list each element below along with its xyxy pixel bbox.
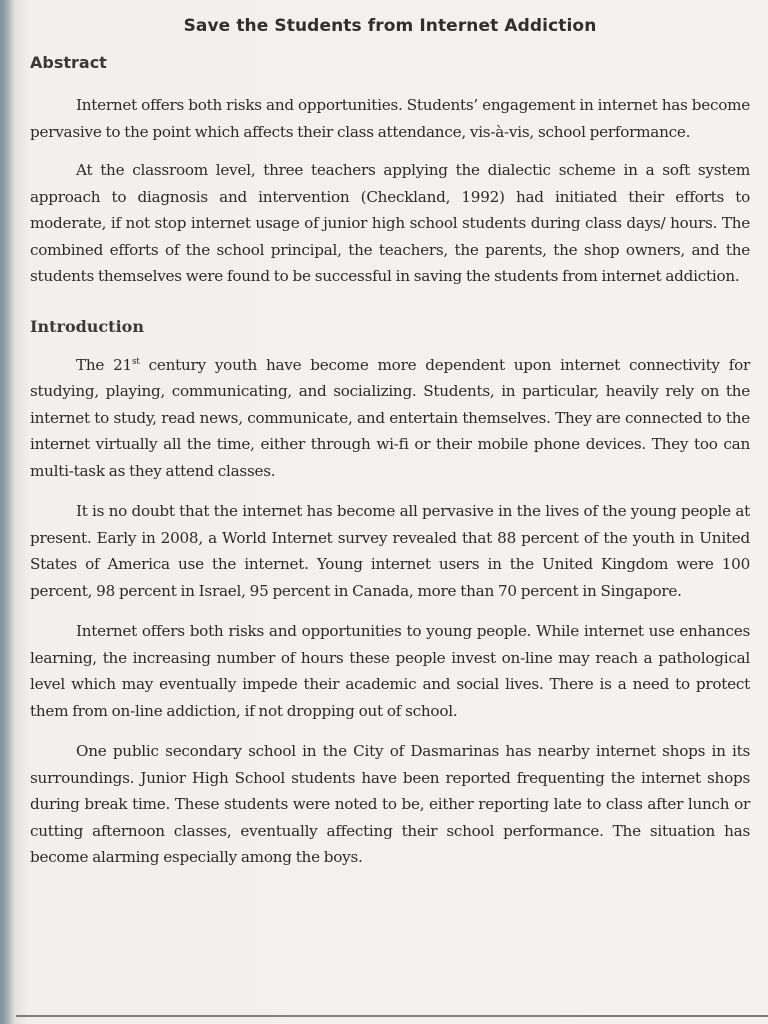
page-content — [30, 14, 750, 871]
intro-paragraph-1-start: The 21 — [76, 355, 132, 374]
abstract-heading: Abstract — [30, 53, 107, 72]
intro-paragraph-1-rest: century youth have become more dependent upon internet connectivity for studying, playing, communicating, and socializing. Students, in particular, heavily rely on the internet to study, read news, communicate, and entertain themselves. They are connected to the internet virtually all the time, either through wi-fi or their mobile phone devices. They too can multi-task as they attend classes. — [30, 355, 750, 480]
page-bottom-edge — [16, 1015, 768, 1017]
introduction-paragraph-3: Internet offers both risks and opportunities to young people. While internet use enhances learning, the increasing number of hours these people invest on-line may reach a pathological level which may eventually impede their academic and social lives. There is a need to protect them from on-line addiction, if not dropping out of school. — [30, 622, 750, 720]
introduction-heading: Introduction — [30, 316, 144, 336]
introduction-paragraph-2: It is no doubt that the internet has become all pervasive in the lives of the young people at present. Early in 2008, a World Internet survey revealed that 88 percent of the youth in United States of America use the internet. Young internet users in the United Kingdom were 100 percent, 98 percent in Israel, 95 percent in Canada, more than 70 percent in Singapore. — [30, 502, 750, 600]
introduction-paragraph-1 — [30, 352, 750, 485]
ordinal-suffix: st — [131, 356, 140, 367]
introduction-paragraph-4: One public secondary school in the City of Dasmarinas has nearby internet shops in its surroundings. Junior High School students have been reported frequenting the internet shops during break time. These students were noted to be, either reporting late to class after lunch or cutting afternoon classes, eventually affecting their school performance. The situation has become alarming especially among the boys. — [30, 742, 750, 866]
document-title: Save the Students from Internet Addiction — [183, 16, 597, 36]
abstract-paragraph-1: Internet offers both risks and opportunities. Students’ engagement in internet has become pervasive to the point which affects their class attendance, vis-à-vis, school performance. — [30, 96, 750, 141]
binding-shadow — [0, 0, 14, 1024]
abstract-paragraph-2: At the classroom level, three teachers applying the dialectic scheme in a soft system approach to diagnosis and intervention (Checkland, 1992) had initiated their efforts to moderate, if not stop internet usage of junior high school students during class days/ hours. The combined efforts of the school principal, the teachers, the parents, the shop owners, and the students themselves were found to be successful in saving the students from internet addiction. — [30, 161, 750, 285]
